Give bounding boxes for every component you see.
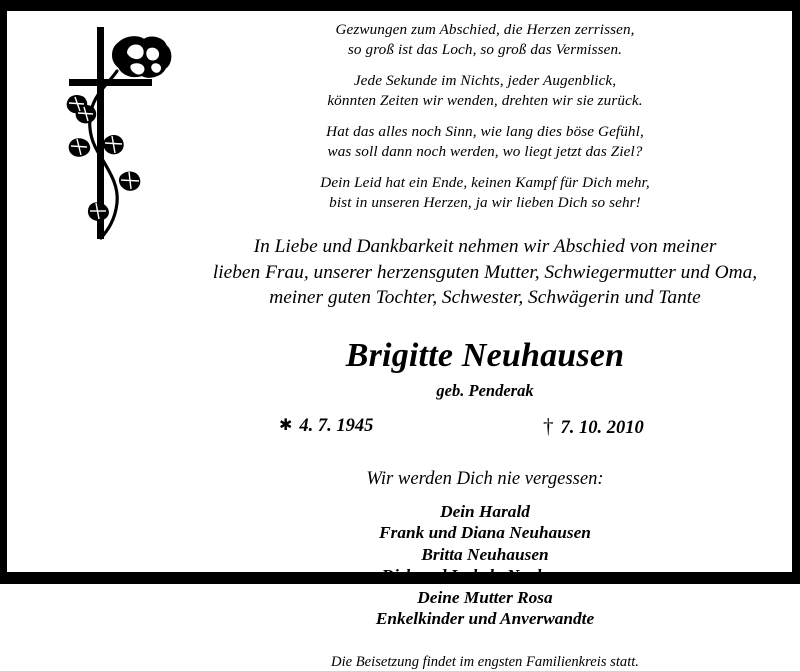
cross-with-rose-icon — [47, 19, 177, 249]
notice-text-column — [185, 11, 785, 671]
birth-date: 4. 7. 1945 — [299, 415, 374, 436]
verse-line: könnten Zeiten wir wenden, drehten wir sie zurück. — [327, 91, 643, 109]
survivor-line: Frank und Diana Neuhausen — [379, 523, 591, 543]
verse-line: Gezwungen zum Abschied, die Herzen zerrissen, — [335, 21, 635, 38]
survivor-line: Deine Mutter Rosa — [417, 587, 553, 607]
remembrance-heading: Wir werden Dich nie vergessen: — [366, 467, 604, 489]
dedication-line: lieben Frau, unserer herzensguten Mutter, Schwiegermutter und Oma, — [212, 261, 758, 283]
verse — [185, 173, 785, 212]
verse-block — [185, 11, 785, 212]
verse-line: bist in unseren Herzen, ja wir lieben Dich so sehr! — [329, 193, 641, 211]
dedication-line: In Liebe und Dankbarkeit nehmen wir Abschied von meiner — [253, 236, 717, 257]
life-dates — [185, 415, 785, 439]
survivor-line: Dirk und Izabela Neuhausen — [381, 566, 589, 586]
birth-star-icon: ✱ — [279, 416, 293, 434]
funeral-note: Die Beisetzung findet im engsten Familienkreis statt. — [331, 654, 639, 671]
verse-line: so groß ist das Loch, so groß das Vermissen. — [347, 40, 623, 58]
survivor-line: Britta Neuhausen — [421, 544, 549, 564]
verse — [185, 122, 785, 161]
verse — [185, 20, 785, 59]
verse — [185, 71, 785, 110]
deceased-maiden-name: geb. Penderak — [436, 380, 534, 400]
verse-line: Hat das alles noch Sinn, wie lang dies böse Gefühl, — [326, 123, 644, 140]
verse-line: Dein Leid hat ein Ende, keinen Kampf für Dich mehr, — [320, 174, 650, 191]
survivor-line: Enkelkinder und Anverwandte — [375, 609, 595, 629]
survivors-list — [185, 501, 785, 631]
survivor-line: Dein Harald — [440, 501, 530, 521]
death-date-item — [487, 415, 751, 439]
death-cross-icon: † — [543, 413, 554, 438]
birth-date-item — [219, 415, 487, 439]
notice-canvas — [7, 11, 792, 671]
verse-line: Jede Sekunde im Nichts, jeder Augenblick, — [353, 72, 617, 89]
verse-line: was soll dann noch werden, wo liegt jetzt das Ziel? — [327, 142, 643, 160]
death-date: 7. 10. 2010 — [560, 417, 644, 438]
dedication-line: meiner guten Tochter, Schwester, Schwägerin und Tante — [269, 287, 701, 308]
deceased-name: Brigitte Neuhausen — [345, 336, 625, 374]
dedication-text — [185, 234, 785, 311]
